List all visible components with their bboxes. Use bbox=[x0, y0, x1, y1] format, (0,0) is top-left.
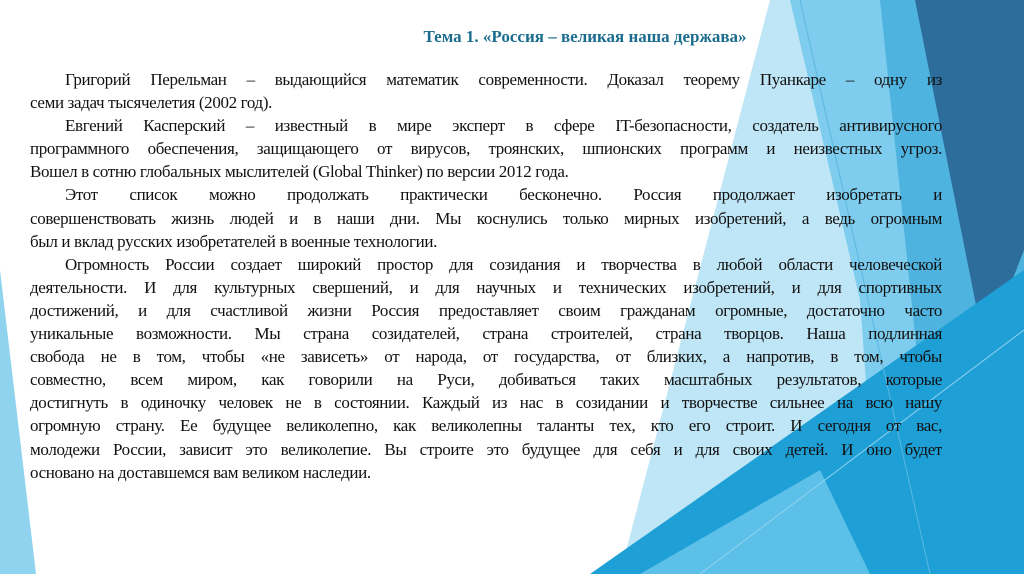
text-line: деятельности. И для культурных свершений, и для научных и технических изобретений, и для спортивных bbox=[30, 277, 942, 297]
text-line: достижений, и для счастливой жизни Россия предоставляет своим гражданам огромные, достаточно часто bbox=[30, 300, 942, 320]
text-line: совершенствовать жизнь людей и в наши дни. Мы коснулись только мирных изобретений, а ведь огромным bbox=[30, 208, 942, 228]
paragraph-russia bbox=[30, 253, 942, 484]
text-line: Евгений Касперский – известный в мире эксперт в сфере IT-безопасности, создатель антивирусного bbox=[65, 116, 942, 136]
slide-title: Тема 1. «Россия – великая наша держава» bbox=[423, 27, 747, 46]
text-line: Этот список можно продолжать практически бесконечно. Россия продолжает изобретать и bbox=[65, 185, 942, 205]
text-line: программного обеспечения, защищающего от вирусов, троянских, шпионских программ и неизвестных угроз. bbox=[30, 139, 942, 159]
text-line: достигнуть в одиночку человек не в состоянии. Каждый из нас в созидании и творчестве сильнее на всю нашу bbox=[30, 393, 942, 413]
text-line: Вошел в сотню глобальных мыслителей (Global Thinker) по версии 2012 года. bbox=[30, 162, 569, 182]
text-line: был и вклад русских изобретателей в военные технологии. bbox=[30, 231, 437, 251]
text-line: свобода не в том, чтобы «не зависеть» от народа, от государства, от близких, а напротив, в том, чтобы bbox=[30, 347, 942, 367]
text-line: уникальные возможности. Мы страна созидателей, страна строителей, страна творцов. Наша подлинная bbox=[30, 324, 942, 344]
slide-body-text bbox=[30, 68, 942, 484]
paragraph-perelman bbox=[30, 68, 942, 114]
text-line: огромную страну. Ее будущее великолепно, как великолепны таланты тех, кто его строит. И сегодня от вас, bbox=[30, 416, 942, 436]
text-line: Григорий Перельман – выдающийся математик современности. Доказал теорему Пуанкаре – одну из bbox=[65, 70, 942, 89]
text-line: семи задач тысячелетия (2002 год). bbox=[30, 93, 273, 113]
text-line: Огромность России создает широкий простор для созидания и творчества в любой области человеческой bbox=[65, 254, 942, 274]
text-line: основано на доставшемся вам великом наследии. bbox=[30, 462, 371, 482]
paragraph-kaspersky bbox=[30, 114, 942, 183]
text-line: молодежи России, зависит это великолепие. Вы строите это будущее для себя и для своих детей. И оно будет bbox=[30, 439, 942, 459]
text-line: совместно, всем миром, как говорили на Руси, добиваться таких масштабных результатов, которые bbox=[30, 370, 942, 390]
paragraph-list bbox=[30, 183, 942, 252]
